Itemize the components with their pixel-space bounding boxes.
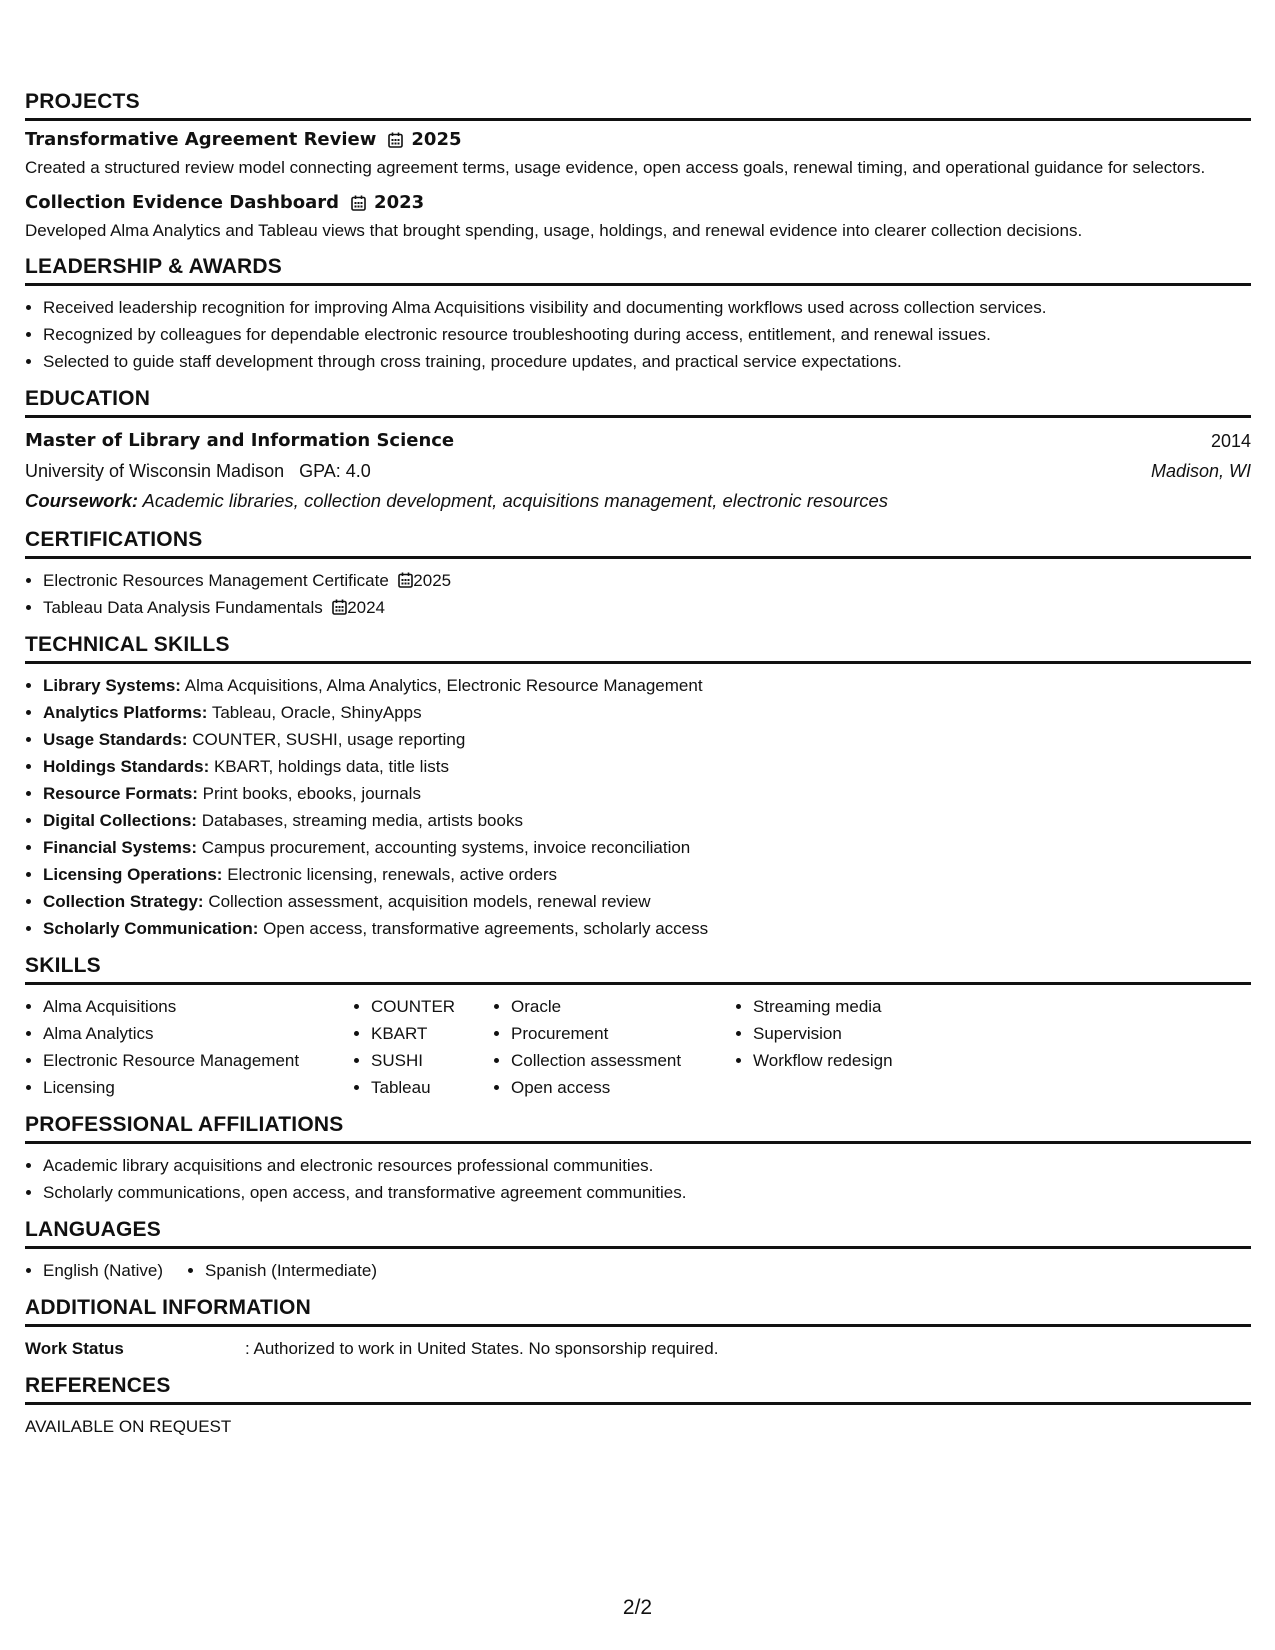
leadership-list (25, 294, 1251, 375)
technical-skills-section (25, 633, 1251, 942)
work-status-value: : Authorized to work in United States. No sponsorship required. (245, 1339, 719, 1358)
list-item (43, 726, 1251, 753)
skill-value: COUNTER, SUSHI, usage reporting (192, 730, 466, 749)
list-item: • Supervision (753, 1020, 953, 1047)
project-title (25, 129, 1251, 150)
references-text: AVAILABLE ON REQUEST (25, 1417, 232, 1436)
education-school-row (25, 456, 1251, 486)
skill-label: Usage Standards: (43, 730, 188, 749)
languages-list (25, 1257, 163, 1284)
project-year: 2025 (411, 129, 462, 150)
certification-year: 2025 (413, 571, 452, 590)
calendar-icon (388, 132, 403, 148)
list-item: • Open access (511, 1074, 735, 1101)
list-item: • Recognized by colleagues for dependable electronic resource troubleshooting during access, entitlement, and renewal issues. (43, 321, 1251, 348)
languages-row (25, 1257, 1251, 1284)
list-item (43, 807, 1251, 834)
work-status-label: Work Status (25, 1339, 124, 1358)
skills-column (353, 993, 493, 1101)
list-item (43, 888, 1251, 915)
skill-value: Open access, transformative agreements, scholarly access (263, 919, 709, 938)
references-heading: REFERENCES (25, 1374, 1251, 1405)
list-item: • SUSHI (371, 1047, 493, 1074)
skills-column (735, 993, 953, 1101)
languages-list (187, 1257, 377, 1284)
list-item: • Streaming media (753, 993, 953, 1020)
affiliations-heading: PROFESSIONAL AFFILIATIONS (25, 1113, 1251, 1144)
skills-heading: SKILLS (25, 954, 1251, 985)
skill-label: Digital Collections: (43, 811, 197, 830)
list-item (43, 672, 1251, 699)
education-gpa: GPA: 4.0 (299, 461, 371, 481)
certification-name: Tableau Data Analysis Fundamentals (43, 598, 323, 617)
list-item: • English (Native) (43, 1257, 163, 1284)
affiliations-list (25, 1152, 1251, 1206)
list-item (43, 915, 1251, 942)
technical-skills-heading: TECHNICAL SKILLS (25, 633, 1251, 664)
list-item: • Electronic Resource Management (43, 1047, 353, 1074)
list-item: • Procurement (511, 1020, 735, 1047)
skill-label: Scholarly Communication: (43, 919, 259, 938)
list-item: • COUNTER (371, 993, 493, 1020)
additional-heading: ADDITIONAL INFORMATION (25, 1296, 1251, 1327)
skill-value: Electronic licensing, renewals, active orders (227, 865, 557, 884)
skill-label: Financial Systems: (43, 838, 198, 857)
list-item: • Tableau (371, 1074, 493, 1101)
skill-label: Library Systems: (43, 676, 181, 695)
affiliations-section (25, 1113, 1251, 1206)
skill-label: Licensing Operations: (43, 865, 223, 884)
skill-label: Holdings Standards: (43, 757, 210, 776)
list-item: • Alma Analytics (43, 1020, 353, 1047)
project-year: 2023 (374, 192, 425, 213)
list-item: • Received leadership recognition for improving Alma Acquisitions visibility and documenting workflows used across collection services. (43, 294, 1251, 321)
education-year: 2014 (1210, 431, 1251, 451)
education-location: Madison, WI (1150, 461, 1251, 481)
skills-column (493, 993, 735, 1101)
calendar-icon (332, 599, 347, 615)
list-item (43, 861, 1251, 888)
calendar-icon (351, 195, 366, 211)
leadership-section (25, 255, 1251, 375)
projects-heading: PROJECTS (25, 90, 1251, 121)
list-item: • Scholarly communications, open access, and transformative agreement communities. (43, 1179, 1251, 1206)
list-item (43, 780, 1251, 807)
coursework-text: Academic libraries, collection development, acquisitions management, electronic resources (142, 490, 889, 511)
languages-heading: LANGUAGES (25, 1218, 1251, 1249)
leadership-heading: LEADERSHIP & AWARDS (25, 255, 1251, 286)
certifications-heading: CERTIFICATIONS (25, 528, 1251, 559)
project-description: Created a structured review model connecting agreement terms, usage evidence, open access goals, renewal timing, and operational guidance for selectors. (25, 158, 1206, 177)
certifications-section (25, 528, 1251, 621)
list-item: • Workflow redesign (753, 1047, 953, 1074)
skills-column (25, 993, 353, 1101)
additional-section (25, 1296, 1251, 1362)
project-title (25, 192, 1251, 213)
list-item: • Collection assessment (511, 1047, 735, 1074)
certification-name: Electronic Resources Management Certificate (43, 571, 389, 590)
skill-value: Databases, streaming media, artists books (201, 811, 523, 830)
list-item (43, 699, 1251, 726)
education-degree: Master of Library and Information Science (25, 430, 455, 451)
list-item (43, 594, 1251, 621)
work-status-row (25, 1335, 1251, 1362)
list-item: • Licensing (43, 1074, 353, 1101)
list-item: • Alma Acquisitions (43, 993, 353, 1020)
list-item: • KBART (371, 1020, 493, 1047)
certifications-list (25, 567, 1251, 621)
skill-label: Collection Strategy: (43, 892, 204, 911)
project-description: Developed Alma Analytics and Tableau views that brought spending, usage, holdings, and renewal evidence into clearer collection decisions. (25, 221, 1083, 240)
projects-section (25, 90, 1251, 243)
list-item: • Selected to guide staff development through cross training, procedure updates, and practical service expectations. (43, 348, 1251, 375)
education-heading: EDUCATION (25, 387, 1251, 418)
project-name: Collection Evidence Dashboard (25, 192, 340, 213)
resume-page (25, 90, 1251, 1452)
skill-value: Print books, ebooks, journals (202, 784, 421, 803)
education-school: University of Wisconsin Madison (25, 461, 285, 481)
page-number: 2/2 (622, 1596, 653, 1619)
skills-section (25, 954, 1251, 1101)
languages-section (25, 1218, 1251, 1284)
skill-value: Alma Acquisitions, Alma Analytics, Electronic Resource Management (184, 676, 703, 695)
references-section (25, 1374, 1251, 1440)
list-item: • Academic library acquisitions and electronic resources professional communities. (43, 1152, 1251, 1179)
list-item (43, 834, 1251, 861)
skill-value: Campus procurement, accounting systems, invoice reconciliation (201, 838, 691, 857)
skill-value: KBART, holdings data, title lists (213, 757, 449, 776)
skill-value: Tableau, Oracle, ShinyApps (211, 703, 422, 722)
education-section (25, 387, 1251, 516)
technical-skills-list (25, 672, 1251, 942)
list-item (43, 567, 1251, 594)
education-coursework (25, 486, 1251, 516)
skills-grid (25, 993, 1251, 1101)
list-item: • Spanish (Intermediate) (205, 1257, 377, 1284)
skill-label: Resource Formats: (43, 784, 198, 803)
skill-label: Analytics Platforms: (43, 703, 208, 722)
certification-year: 2024 (347, 598, 386, 617)
list-item: • Oracle (511, 993, 735, 1020)
calendar-icon (398, 572, 413, 588)
coursework-label: Coursework: (25, 490, 139, 511)
skill-value: Collection assessment, acquisition models, renewal review (208, 892, 651, 911)
project-name: Transformative Agreement Review (25, 129, 377, 150)
education-degree-row (25, 426, 1251, 456)
list-item (43, 753, 1251, 780)
